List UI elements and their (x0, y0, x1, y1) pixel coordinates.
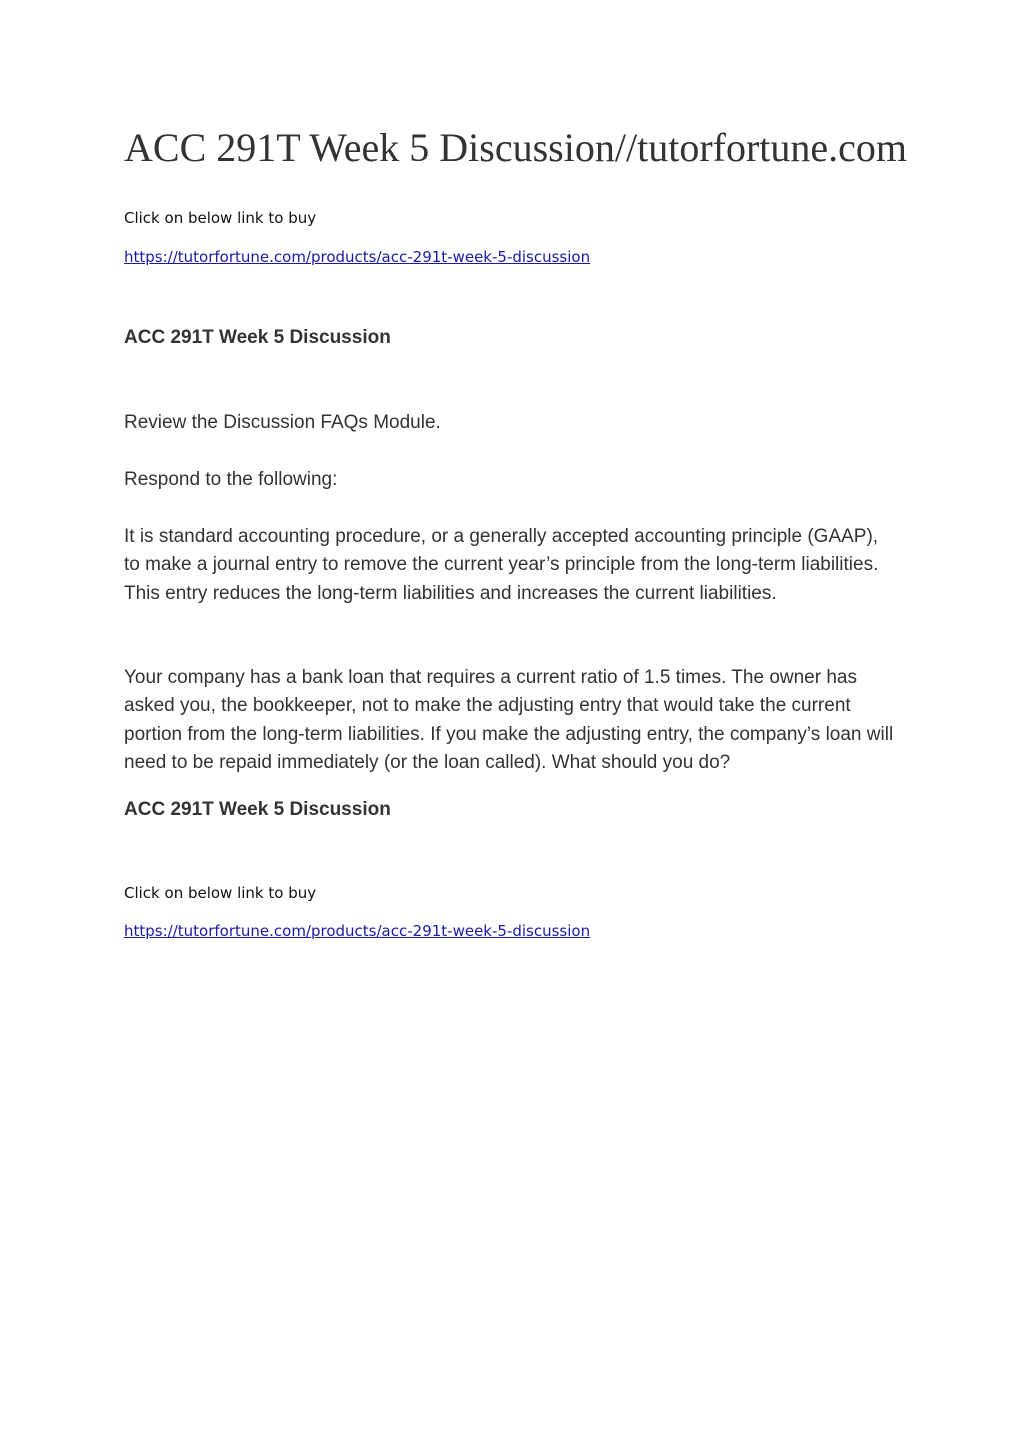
product-link-bottom[interactable]: https://tutorfortune.com/products/acc-291t-week-5-discussion (124, 922, 591, 940)
paragraph-respond: Respond to the following: (124, 469, 338, 490)
section-heading-top: ACC 291T Week 5 Discussion (124, 327, 391, 348)
product-link-top[interactable]: https://tutorfortune.com/products/acc-291t-week-5-discussion (124, 248, 591, 266)
buy-instruction-bottom: Click on below link to buy (124, 884, 317, 902)
section-heading-bottom: ACC 291T Week 5 Discussion (124, 799, 391, 820)
paragraph-question: Your company has a bank loan that requires a current ratio of 1.5 times. The owner has asked you, the bookkeeper, not to make the adjusting entry that would take the current portion from the long-term liabilities. If you make the adjusting entry, the company’s loan will need to be repaid immediately (or the loan called). What should you do? (124, 667, 894, 774)
document-title: ACC 291T Week 5 Discussion//tutorfortune.com (124, 125, 908, 170)
paragraph-gaap: It is standard accounting procedure, or a generally accepted accounting principle (GAAP), to make a journal entry to remove the current year’s principle from the long-term liabilities. This entry reduces the long-term liabilities and increases the current liabilities. (124, 526, 879, 604)
paragraph-review: Review the Discussion FAQs Module. (124, 412, 441, 433)
buy-instruction-top: Click on below link to buy (124, 209, 317, 227)
